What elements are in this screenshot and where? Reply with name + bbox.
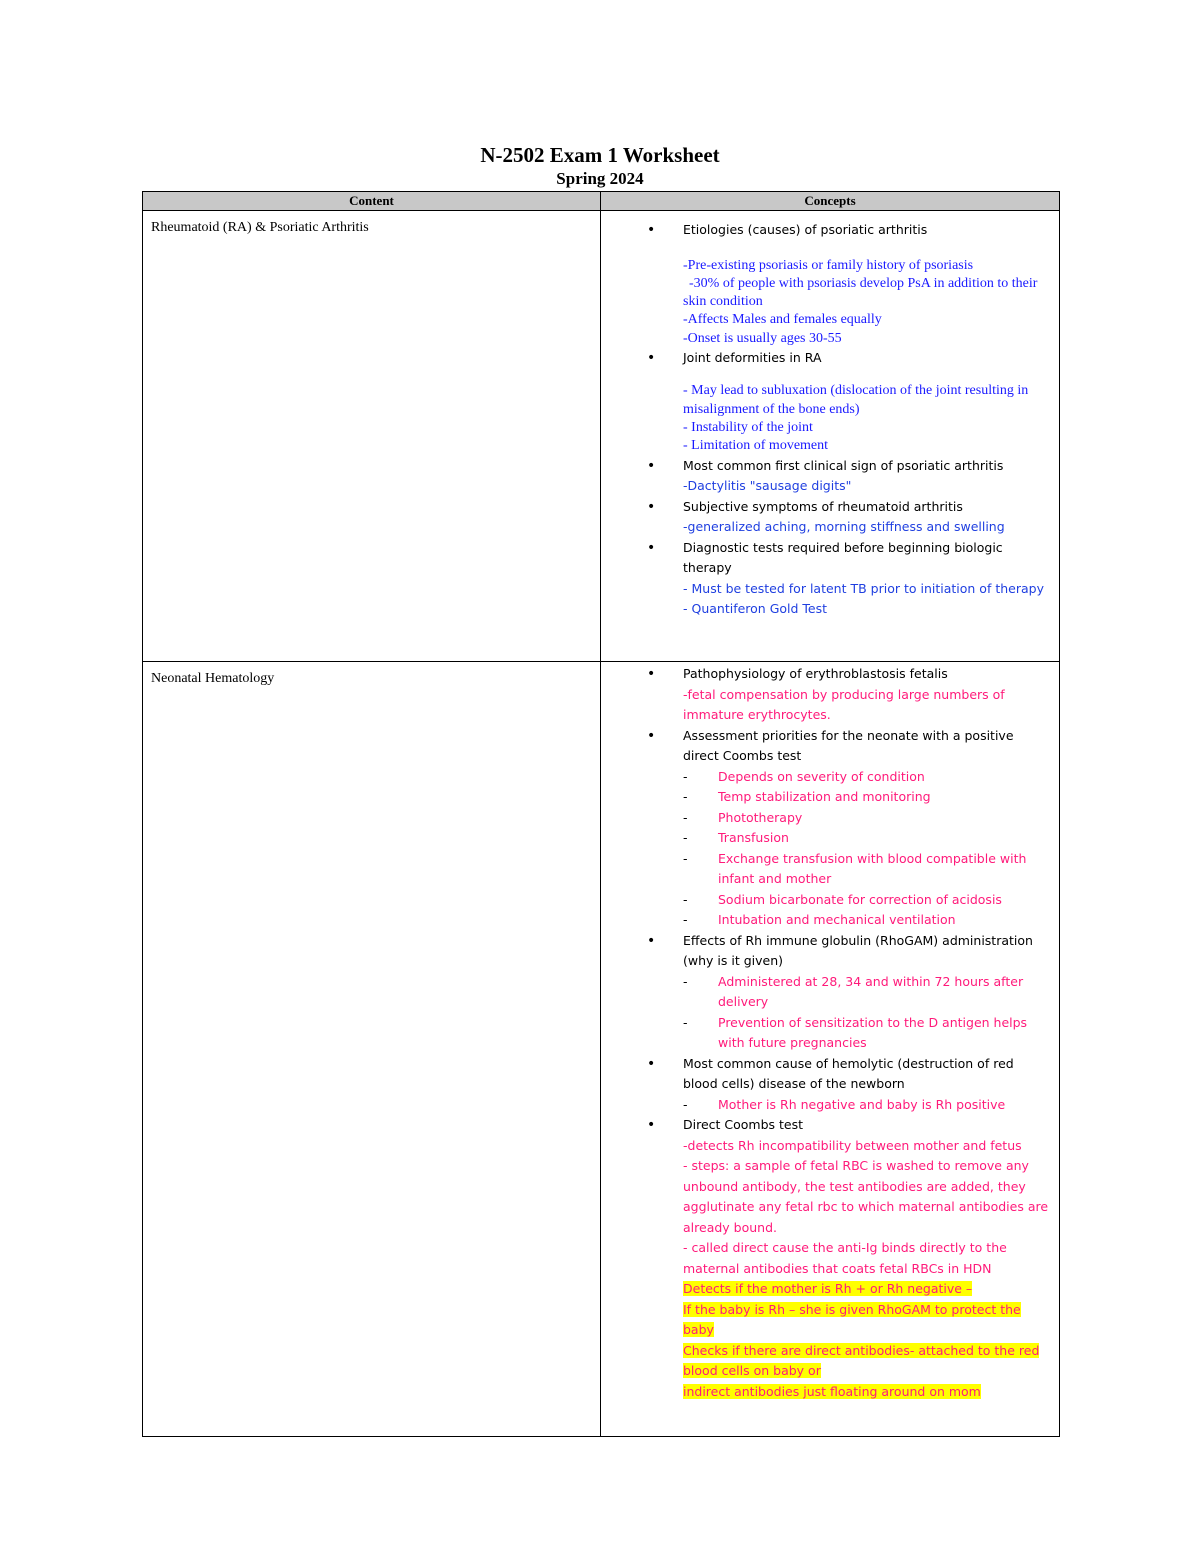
concept-bullet: • Etiologies (causes) of psoriatic arthritis: [601, 220, 1059, 241]
concept-dash-item: - Phototherapy: [601, 808, 1059, 829]
concept-note: -Onset is usually ages 30-55: [683, 330, 842, 346]
concept-bullet: • Diagnostic tests required before beginning biologic therapy: [601, 538, 1059, 579]
concept-dash-item: - Administered at 28, 34 and within 72 hours after delivery: [601, 972, 1059, 1013]
column-header-content: Content: [143, 192, 601, 211]
concept-bullet: • Joint deformities in RA: [601, 348, 1059, 369]
concept-bullet: • Subjective symptoms of rheumatoid arthritis: [601, 497, 1059, 518]
concept-bullet: • Most common first clinical sign of psoriatic arthritis: [601, 456, 1059, 477]
table-row: [143, 211, 1060, 662]
concept-bullet: • Effects of Rh immune globulin (RhoGAM) administration (why is it given): [601, 931, 1059, 972]
concept-note: - called direct cause the anti-Ig binds directly to the maternal antibodies that coats fetal RBCs in HDN: [683, 1240, 1007, 1276]
column-header-concepts: Concepts: [601, 192, 1060, 211]
table-header-row: [143, 192, 1060, 211]
concept-note: -Affects Males and females equally: [683, 312, 882, 328]
concept-dash-item: - Prevention of sensitization to the D antigen helps with future pregnancies: [601, 1013, 1059, 1054]
concept-note: -detects Rh incompatibility between mother and fetus: [683, 1137, 1022, 1153]
highlighted-note: [601, 1300, 1059, 1341]
highlighted-text: Detects if the mother is Rh + or Rh negative –: [683, 1281, 973, 1296]
concept-bullet: • Direct Coombs test: [601, 1115, 1059, 1136]
content-cell-arthritis: Rheumatoid (RA) & Psoriatic Arthritis: [143, 211, 601, 662]
highlighted-note: [601, 1279, 1059, 1300]
concept-dash-item: - Exchange transfusion with blood compatible with infant and mother: [601, 849, 1059, 890]
concept-note: - steps: a sample of fetal RBC is washed to remove any unbound antibody, the test antibodies are added, they agglutinate any fetal rbc to which maternal antibodies are already bound.: [683, 1158, 1049, 1235]
highlighted-text: Checks if there are direct antibodies- attached to the red blood cells on baby or: [683, 1342, 1040, 1378]
highlighted-note: [601, 1382, 1059, 1403]
page-subtitle: Spring 2024: [556, 169, 644, 188]
concept-note: - Quantiferon Gold Test: [683, 601, 828, 617]
content-cell-neonatal: Neonatal Hematology: [143, 662, 601, 1437]
concept-dash-item: - Transfusion: [601, 828, 1059, 849]
highlighted-note: [601, 1341, 1059, 1382]
concept-bullet: • Most common cause of hemolytic (destruction of red blood cells) disease of the newborn: [601, 1054, 1059, 1095]
concept-note: - Limitation of movement: [683, 438, 829, 454]
concept-bullet: • Assessment priorities for the neonate with a positive direct Coombs test: [601, 726, 1059, 767]
concept-note: - Must be tested for latent TB prior to initiation of therapy: [683, 580, 1044, 596]
highlighted-text: If the baby is Rh – she is given RhoGAM to protect the baby: [683, 1301, 1021, 1337]
concept-note: -Dactylitis "sausage digits": [683, 478, 852, 494]
concept-dash-item: - Sodium bicarbonate for correction of acidosis: [601, 890, 1059, 911]
concept-dash-item: - Depends on severity of condition: [601, 767, 1059, 788]
concept-note: -fetal compensation by producing large numbers of immature erythrocytes.: [683, 686, 1005, 722]
concept-bullet: • Pathophysiology of erythroblastosis fetalis: [601, 664, 1059, 685]
worksheet-table: [142, 191, 1060, 1437]
concept-note: - May lead to subluxation (dislocation of the joint resulting in misalignment of the bone ends): [683, 383, 1029, 417]
concepts-cell-neonatal: [601, 662, 1060, 1437]
concept-note: - Instability of the joint: [683, 420, 813, 436]
concept-dash-item: - Mother is Rh negative and baby is Rh positive: [601, 1095, 1059, 1116]
concepts-cell-arthritis: [601, 211, 1060, 662]
concept-note: -generalized aching, morning stiffness and swelling: [683, 519, 1005, 535]
concept-dash-item: - Temp stabilization and monitoring: [601, 787, 1059, 808]
concept-dash-item: - Intubation and mechanical ventilation: [601, 910, 1059, 931]
table-row: [143, 662, 1060, 1437]
page-title: N-2502 Exam 1 Worksheet: [480, 143, 720, 167]
highlighted-text: indirect antibodies just floating around on mom: [683, 1383, 981, 1399]
concept-note: -Pre-existing psoriasis or family history of psoriasis: [683, 257, 974, 273]
concept-note: -30% of people with psoriasis develop PsA in addition to their skin condition: [683, 275, 1038, 310]
